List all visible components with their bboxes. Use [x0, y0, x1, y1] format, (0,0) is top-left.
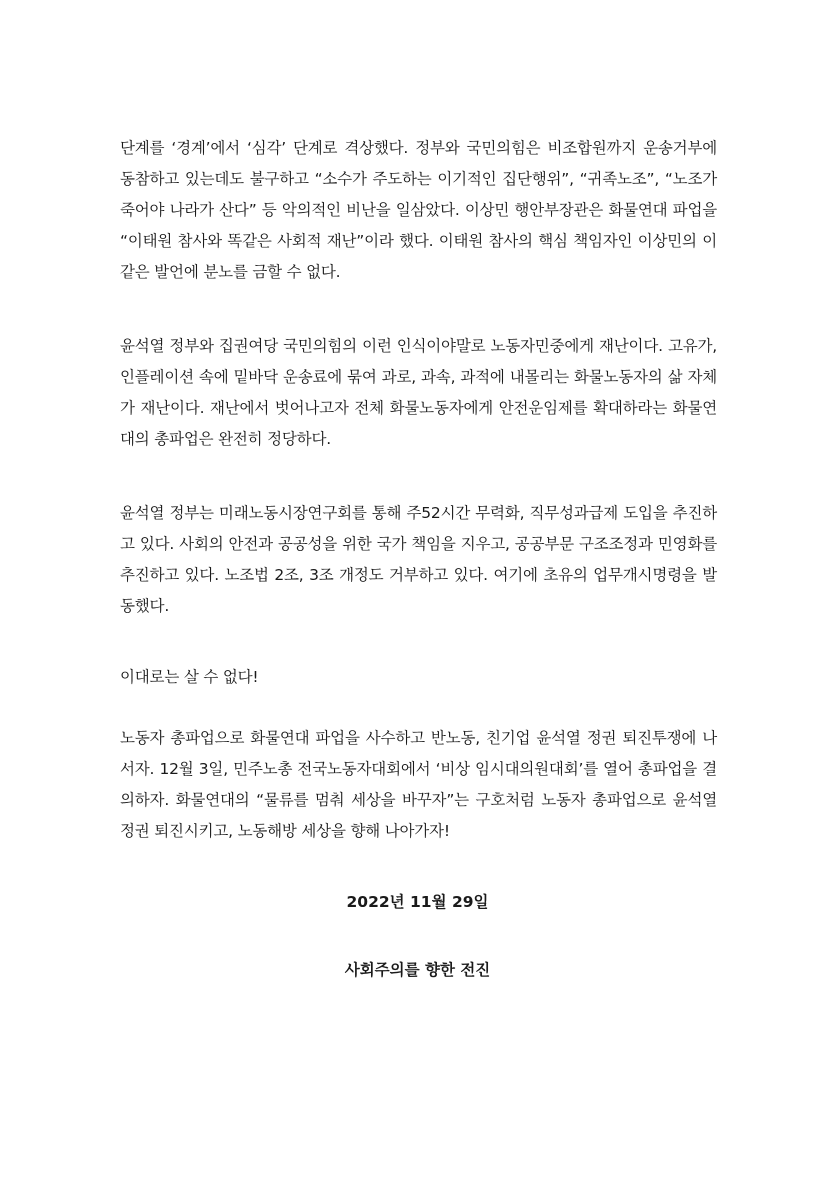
paragraph-5: 노동자 총파업으로 화물연대 파업을 사수하고 반노동, 친기업 윤석열 정권 퇴진투쟁에 나서자. 12월 3일, 민주노총 전국노동자대회에서 ‘비상 임시대의원대회’를 열어 총파업을 결의하자. 화물연대의 “물류를 멈춰 세상을 바꾸자”는 구호처럼 노동자 총파업으로 윤석열 정권 퇴진시키고, 노동해방 세상을 향해 나아가자!	[120, 729, 717, 840]
paragraph-2: 윤석열 정부와 집권여당 국민의힘의 이런 인식이야말로 노동자민중에게 재난이다. 고유가, 인플레이션 속에 밑바닥 운송료에 묶여 과로, 과속, 과적에 내몰리는 화물노동자의 삶 자체가 재난이다. 재난에서 벗어나고자 전체 화물노동자에게 안전운임제를 확대하라는 화물연대의 총파업은 완전히 정당하다.	[120, 337, 717, 448]
organization-signature: 사회주의를 향한 전진	[344, 961, 491, 979]
paragraph-3: 윤석열 정부는 미래노동시장연구회를 통해 주52시간 무력화, 직무성과급제 도입을 추진하고 있다. 사회의 안전과 공공성을 위한 국가 책임을 지우고, 공공부문 구조조정과 민영화를 추진하고 있다. 노조법 2조, 3조 개정도 거부하고 있다. 여기에 초유의 업무개시명령을 발동했다.	[120, 504, 717, 615]
paragraph-1: 단계를 ‘경계’에서 ‘심각’ 단계로 격상했다. 정부와 국민의힘은 비조합원까지 운송거부에 동참하고 있는데도 불구하고 “소수가 주도하는 이기적인 집단행위”, “귀족노조”, “노조가 죽어야 나라가 산다” 등 악의적인 비난을 일삼았다. 이상민 행안부장관은 화물연대 파업을 “이태원 참사와 똑같은 사회적 재난”이라 했다. 이태원 참사의 핵심 책임자인 이상민의 이같은 발언에 분노를 금할 수 없다.	[120, 139, 717, 281]
paragraph-4: 이대로는 살 수 없다!	[120, 668, 259, 686]
document-date: 2022년 11월 29일	[346, 893, 489, 911]
